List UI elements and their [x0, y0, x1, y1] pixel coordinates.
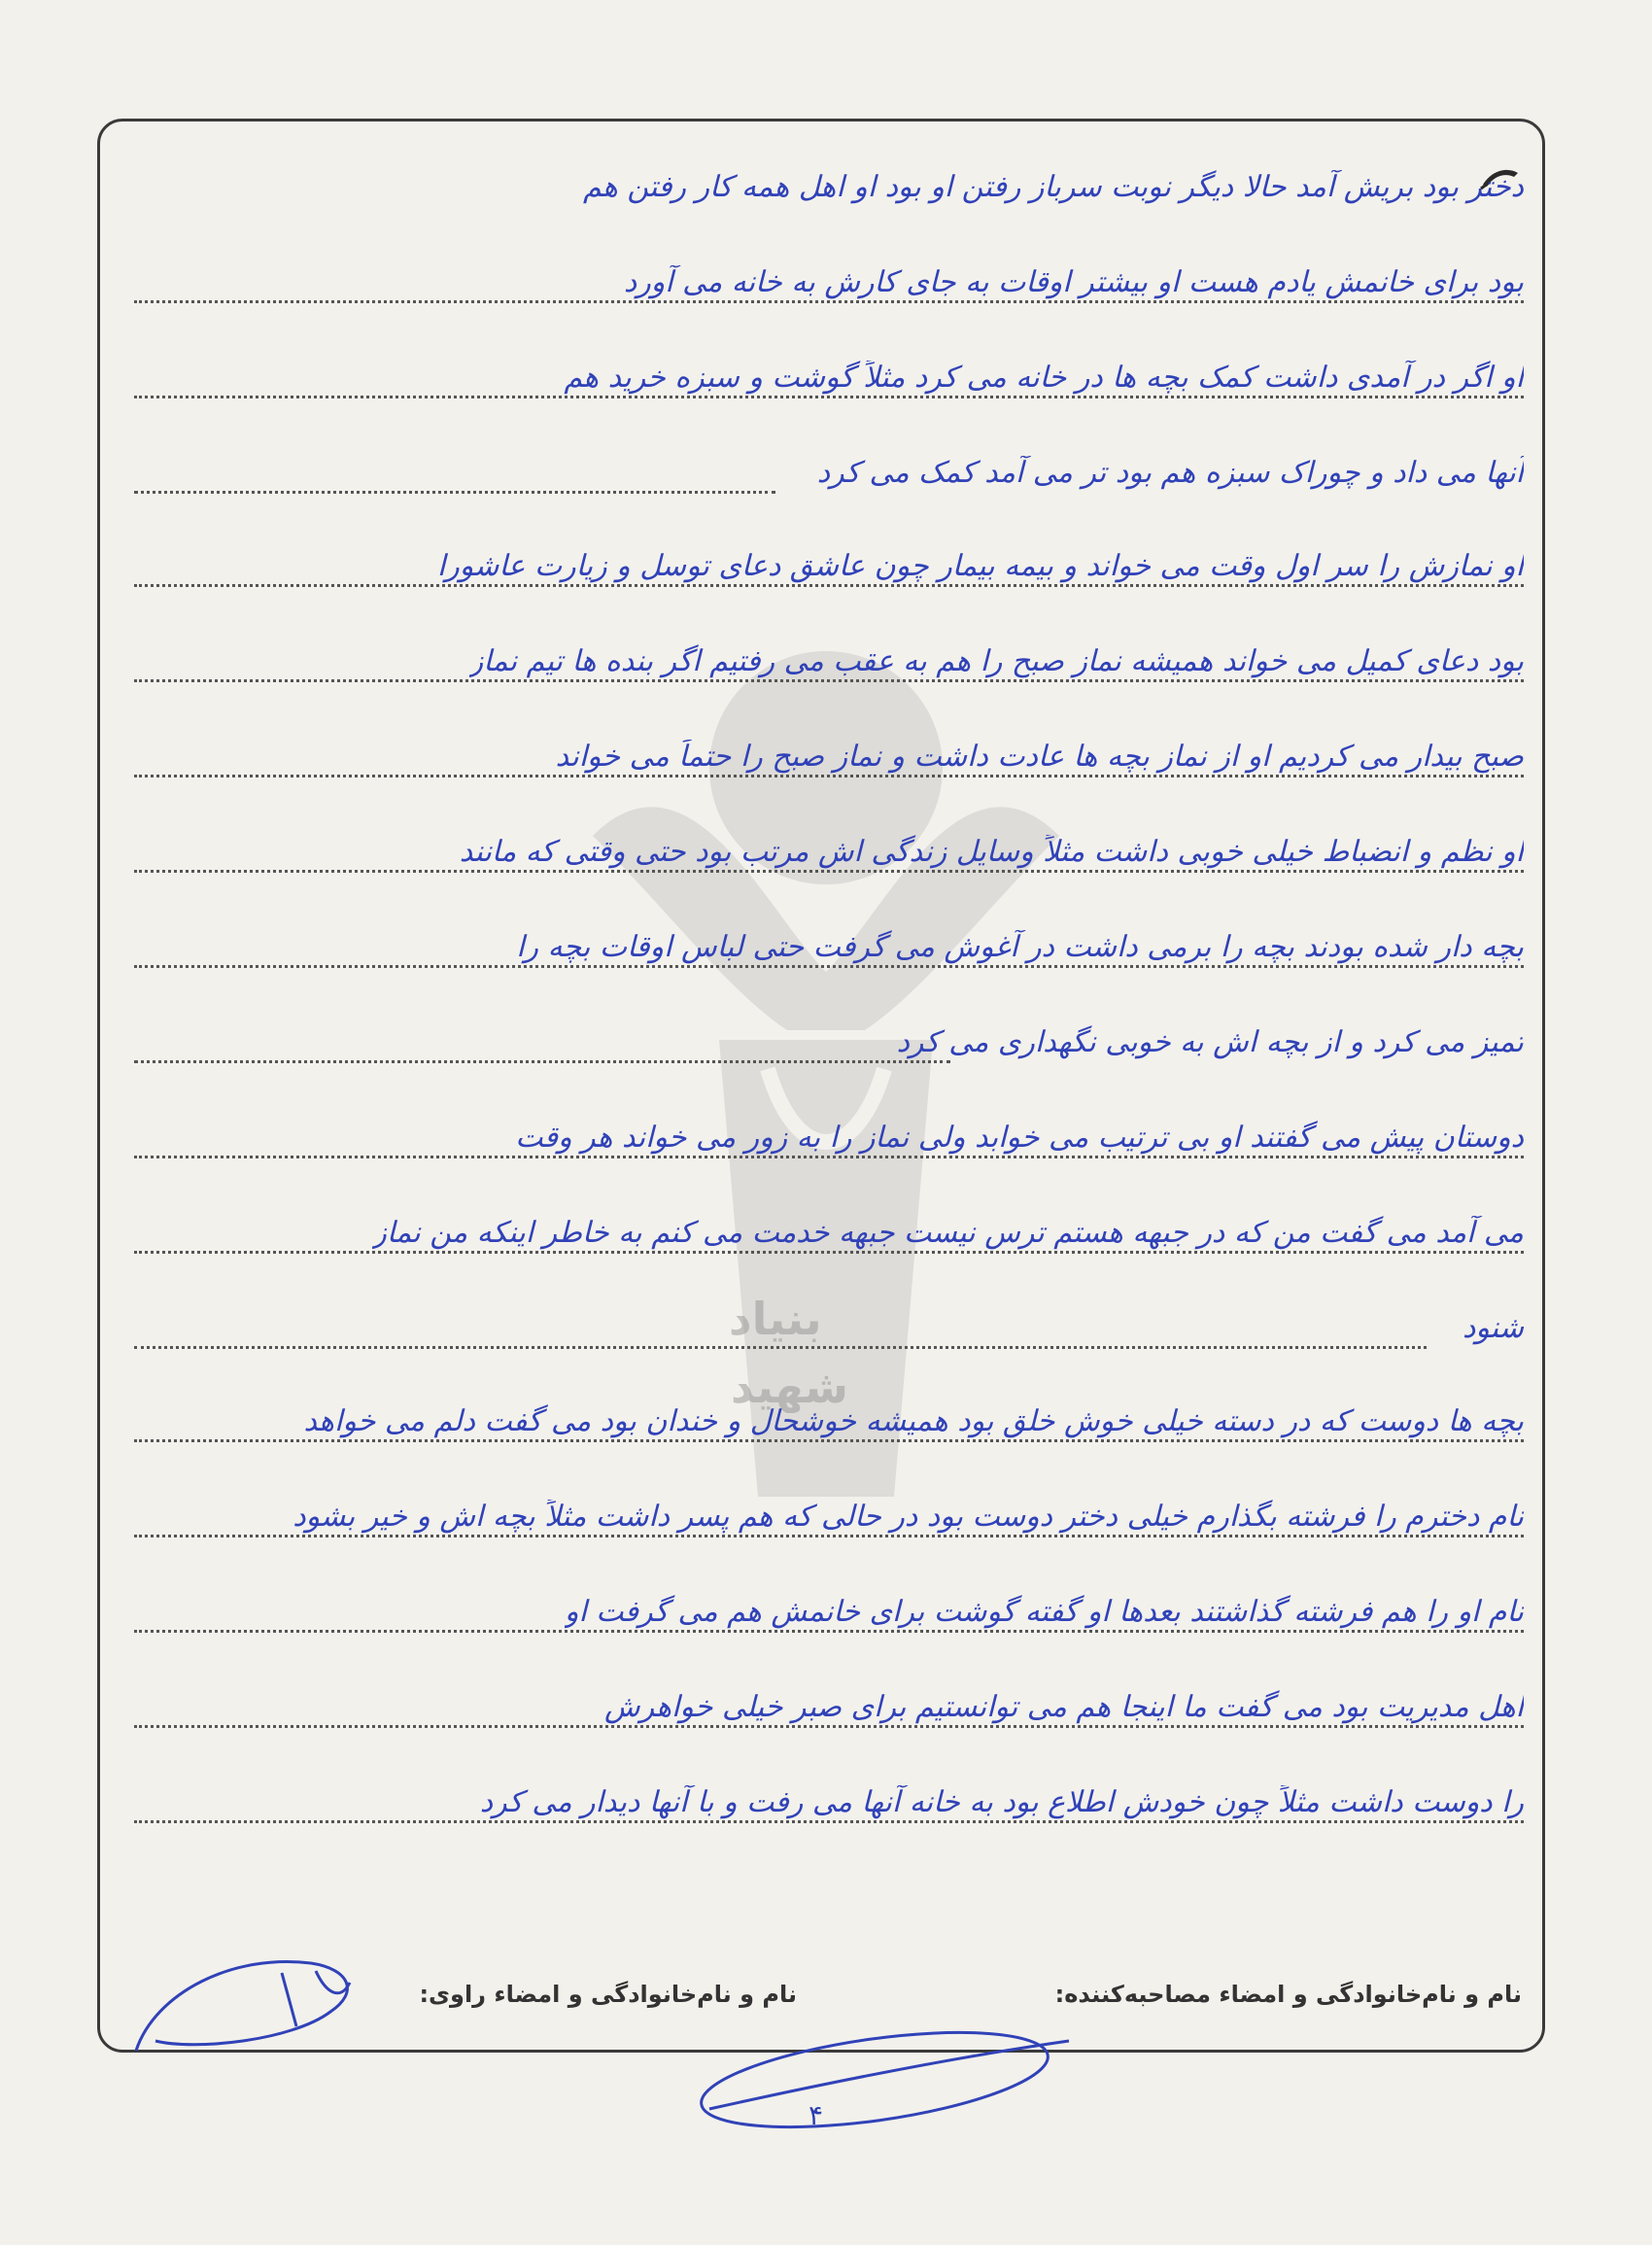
text-line: [115, 1096, 1524, 1164]
handwritten-text: می آمد می گفت من که در جبهه هستم ترس نیست جبهه خدمت می کنم به خاطر اینکه من نماز: [372, 1216, 1524, 1250]
handwritten-text: اهل مدیریت بود می گفت ما اینجا هم می توانستیم برای صبر خیلی خواهرش: [604, 1690, 1524, 1724]
dotted-rule: [134, 491, 775, 494]
text-line: [115, 1192, 1524, 1260]
handwritten-text: شنود: [1462, 1311, 1524, 1345]
text-line: [115, 1666, 1524, 1734]
dotted-rule: [134, 965, 1524, 968]
text-line: [115, 432, 1524, 500]
handwritten-text: تمیز می کرد و از بچه اش به خوبی نگهداری می کرد: [896, 1025, 1524, 1059]
watermark-text-1: بنیاد: [729, 1293, 822, 1345]
text-line: [115, 620, 1524, 688]
handwritten-text: بچه ها دوست که در دسته خیلی خوش خلق بود همیشه خوشحال و خندان بود می گفت دلم می خواهد: [303, 1404, 1524, 1438]
interviewer-signature: [680, 2021, 1088, 2138]
narrator-signature: [117, 1934, 369, 2070]
dotted-rule: [134, 1156, 1524, 1158]
dotted-rule: [134, 1820, 1524, 1823]
page-number: ۴: [809, 2099, 824, 2131]
dotted-rule: [134, 1535, 1524, 1537]
handwritten-text: آنها می داد و چوراک سبزه هم بود تر می آمد کمک می کرد: [816, 456, 1524, 490]
dotted-rule: [134, 1439, 1524, 1442]
dotted-rule: [134, 584, 1524, 587]
text-line: [115, 241, 1524, 309]
handwritten-text: او اگر در آمدی داشت کمک بچه ها در خانه می کرد مثلاً گوشت و سبزه خرید هم: [564, 361, 1524, 395]
dotted-rule: [134, 870, 1524, 873]
handwritten-text: صبح بیدار می کردیم او از نماز بچه ها عادت داشت و نماز صبح را حتماً می خواند: [555, 740, 1524, 774]
text-line: [115, 1475, 1524, 1543]
handwritten-text: دختر بود بریش آمد حالا دیگر نوبت سرباز رفتن او بود او اهل همه کار رفتن هم: [583, 170, 1524, 204]
text-line: [115, 1761, 1524, 1829]
text-line: [115, 1571, 1524, 1639]
handwritten-text: او نمازش را سر اول وقت می خواند و بیمه بیمار چون عاشق دعای توسل و زیارت عاشورا: [436, 549, 1524, 583]
dotted-rule: [134, 300, 1524, 303]
watermark-text-2: شهید: [731, 1361, 848, 1413]
handwritten-text: نام او را هم فرشته گذاشتند بعدها او گفته گوشت برای خانمش هم می گرفت او: [564, 1595, 1524, 1629]
dotted-rule: [134, 1251, 1524, 1254]
text-line: [115, 715, 1524, 783]
handwritten-text: دوستان پیش می گفتند او بی ترتیب می خوابد ولی نماز را به زور می خواند هر وقت: [515, 1121, 1524, 1155]
handwritten-text: او نظم و انضباط خیلی خوبی داشت مثلاً وسایل زندگی اش مرتب بود حتی وقتی که مانند: [459, 835, 1524, 869]
text-line: [115, 1001, 1524, 1069]
text-line: [115, 525, 1524, 593]
dotted-rule: [134, 1346, 1427, 1349]
text-line: [115, 146, 1524, 214]
handwritten-text: نام دخترم را فرشته بگذارم خیلی دختر دوست بود در حالی که هم پسر داشت مثلاً بچه اش و خیر بشود: [293, 1500, 1524, 1534]
dotted-rule: [134, 1630, 1524, 1633]
text-line: [115, 906, 1524, 974]
handwritten-text: بچه دار شده بودند بچه را برمی داشت در آغوش می گرفت حتی لباس اوقات بچه را: [516, 930, 1524, 964]
text-line: [115, 1380, 1524, 1448]
narrator-signature-label: نام و نام‌خانوادگی و امضاء راوی:: [419, 1981, 797, 2008]
text-line: [115, 1287, 1524, 1355]
text-line: [115, 811, 1524, 879]
dotted-rule: [134, 1060, 950, 1063]
dotted-rule: [134, 679, 1524, 682]
dotted-rule: [134, 1725, 1524, 1728]
dotted-rule: [134, 775, 1524, 777]
interviewer-signature-label: نام و نام‌خانوادگی و امضاء مصاحبه‌کننده:: [1054, 1981, 1522, 2008]
handwritten-text: بود دعای کمیل می خواند همیشه نماز صبح را هم به عقب می رفتیم اگر بنده ها تیم نماز: [468, 644, 1524, 678]
text-line: [115, 336, 1524, 404]
handwritten-text: بود برای خانمش یادم هست او بیشتر اوقات به جای کارش به خانه می آورد: [623, 265, 1524, 299]
handwritten-text: را دوست داشت مثلاً چون خودش اطلاع بود به خانه آنها می رفت و با آنها دیدار می کرد: [479, 1785, 1524, 1819]
dotted-rule: [134, 396, 1524, 398]
